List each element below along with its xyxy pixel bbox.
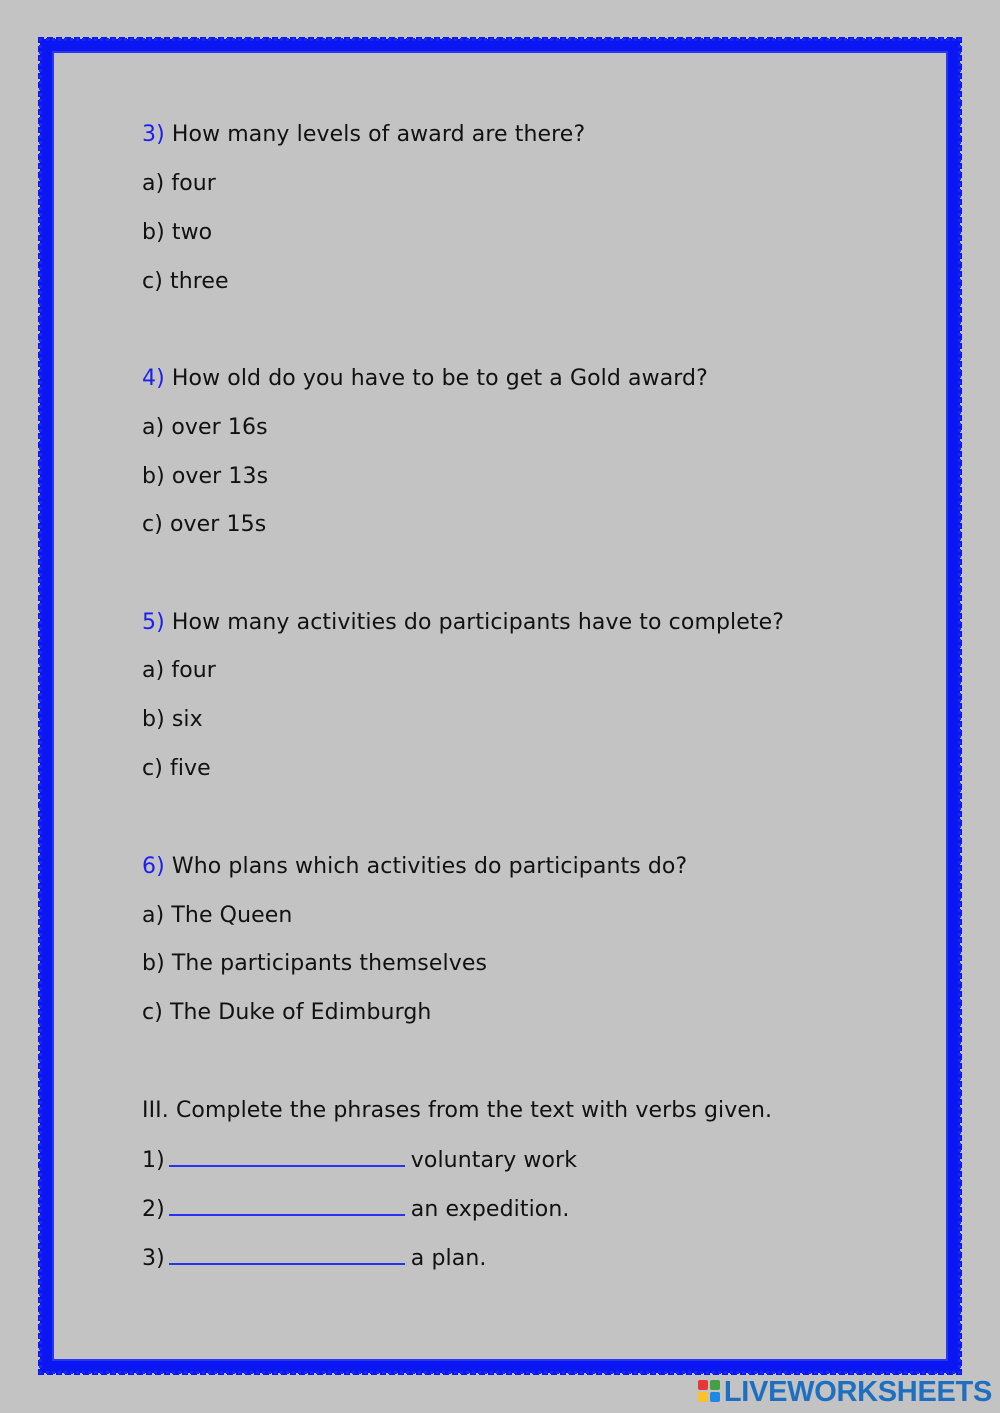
phrase-rest: voluntary work	[410, 1148, 578, 1173]
question-text: Who plans which activities do participants do?	[171, 854, 688, 879]
question-text: How old do you have to be to get a Gold award?	[171, 366, 708, 391]
question-text: How many levels of award are there?	[171, 122, 586, 147]
question-5	[142, 608, 784, 638]
question-3	[142, 120, 585, 150]
question-6	[142, 852, 687, 882]
option-4b[interactable]: b) over 13s	[142, 464, 269, 489]
question-4	[142, 364, 708, 394]
liveworksheets-logo-text: LIVEWORKSHEETS	[723, 1375, 992, 1408]
phrase-3	[142, 1243, 486, 1274]
option-5a[interactable]: a) four	[142, 658, 216, 683]
phrase-number: 1)	[142, 1148, 165, 1173]
liveworksheets-logo	[698, 1377, 992, 1407]
phrase-rest: a plan.	[410, 1246, 487, 1271]
phrase-1	[142, 1145, 577, 1176]
option-5c[interactable]: c) five	[142, 756, 211, 781]
liveworksheets-logo-icon	[698, 1380, 722, 1404]
phrase-rest: an expedition.	[410, 1197, 570, 1222]
answer-blank-3[interactable]	[169, 1243, 405, 1265]
question-text: How many activities do participants have to complete?	[171, 610, 785, 635]
option-6b[interactable]: b) The participants themselves	[142, 951, 488, 976]
question-number: 3)	[142, 122, 165, 147]
answer-blank-2[interactable]	[169, 1194, 405, 1216]
option-4a[interactable]: a) over 16s	[142, 415, 268, 440]
option-3b[interactable]: b) two	[142, 220, 213, 245]
question-number: 4)	[142, 366, 165, 391]
option-3a[interactable]: a) four	[142, 171, 216, 196]
phrase-number: 3)	[142, 1246, 165, 1271]
phrase-number: 2)	[142, 1197, 165, 1222]
option-6a[interactable]: a) The Queen	[142, 903, 293, 928]
section-3-heading: III. Complete the phrases from the text with verbs given.	[142, 1098, 773, 1123]
question-number: 6)	[142, 854, 165, 879]
option-3c[interactable]: c) three	[142, 269, 229, 294]
answer-blank-1[interactable]	[169, 1145, 405, 1167]
option-5b[interactable]: b) six	[142, 707, 203, 732]
option-6c[interactable]: c) The Duke of Edimburgh	[142, 1000, 432, 1025]
option-4c[interactable]: c) over 15s	[142, 512, 267, 537]
question-number: 5)	[142, 610, 165, 635]
phrase-2	[142, 1194, 569, 1225]
